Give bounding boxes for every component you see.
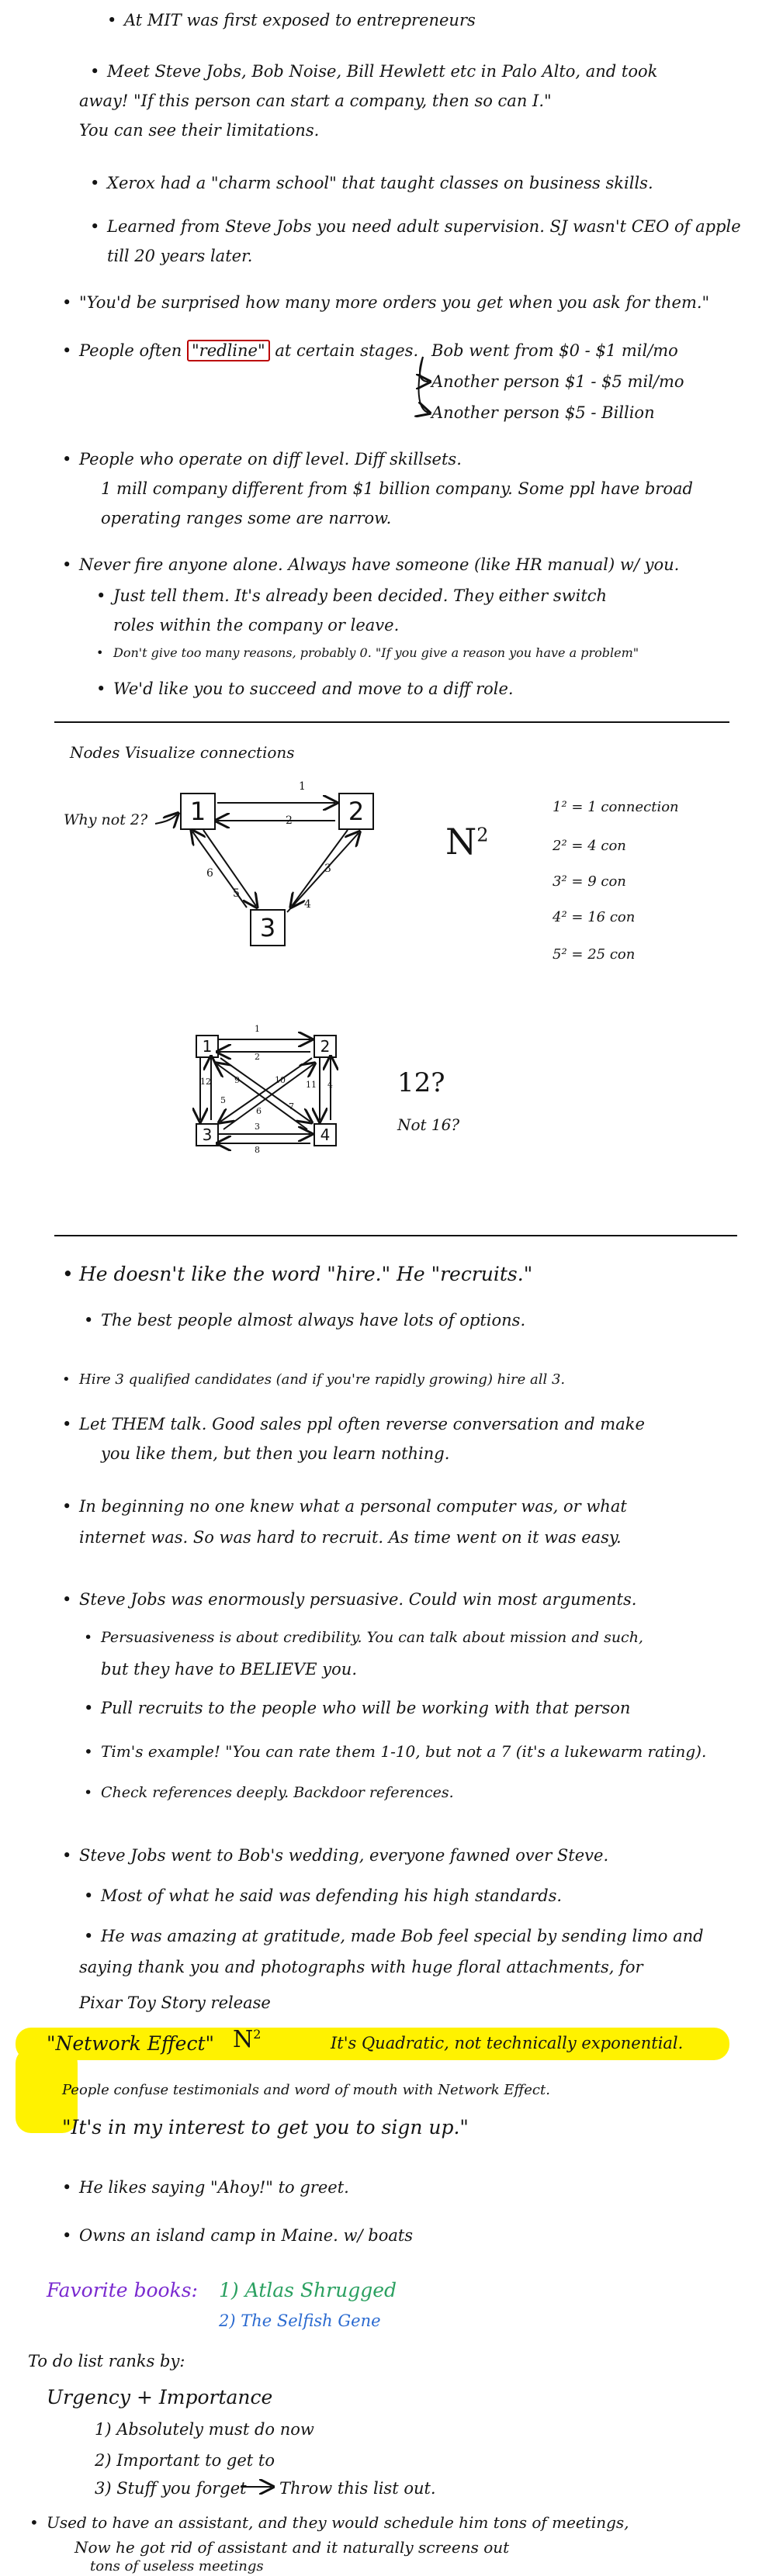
note-gratitude: • He was amazing at gratitude, made Bob feel special by sending limo and bbox=[101, 1927, 704, 1945]
network-effect-n: N bbox=[233, 2026, 254, 2053]
todo-urgency: Urgency + Importance bbox=[47, 2386, 273, 2408]
note-pull-recruits: • Pull recruits to the people who will be working with that person bbox=[101, 1699, 630, 1717]
note-company-scale: 1 mill company different from $1 billion company. Some ppl have broad bbox=[101, 479, 693, 498]
note-another-2: Another person $5 - Billion bbox=[431, 403, 655, 422]
note-toy-story: Pixar Toy Story release bbox=[79, 1993, 271, 2012]
note-beginning: • In beginning no one knew what a personal computer was, or what bbox=[79, 1497, 627, 1516]
n-squared-exp: 2 bbox=[476, 824, 489, 846]
favorite-book-1: 1) Atlas Shrugged bbox=[219, 2279, 397, 2301]
note-just-tell-cont: roles within the company or leave. bbox=[113, 616, 400, 634]
why-not-arrow bbox=[155, 814, 177, 824]
note-supervision: • Learned from Steve Jobs you need adult supervision. SJ wasn't CEO of apple bbox=[107, 217, 741, 236]
note-gratitude-cont: saying thank you and photographs with huge floral attachments, for bbox=[79, 1958, 643, 1976]
eq-3: 3² = 9 con bbox=[553, 873, 626, 890]
note-assistant: • Used to have an assistant, and they would schedule him tons of meetings, bbox=[47, 2513, 629, 2532]
note-best-people: • The best people almost always have lots of options. bbox=[101, 1311, 525, 1329]
note-assistant-cont: Now he got rid of assistant and it naturally screens out bbox=[74, 2538, 510, 2557]
note-island: • Owns an island camp in Maine. w/ boats bbox=[79, 2226, 413, 2245]
note-useless-meetings: tons of useless meetings bbox=[90, 2558, 264, 2574]
node-3: 3 bbox=[250, 909, 286, 946]
eq-1: 1² = 1 connection bbox=[553, 799, 679, 815]
note-just-tell: • Just tell them. It's already been decided. They either switch bbox=[113, 586, 607, 605]
why-not-label: Why not 2? bbox=[64, 811, 148, 828]
small-edge-label-h: 5 bbox=[220, 1095, 226, 1105]
note-another-1: Another person $1 - $5 mil/mo bbox=[431, 372, 684, 391]
todo-item-1: 1) Absolutely must do now bbox=[95, 2420, 314, 2439]
node-2: 2 bbox=[338, 793, 374, 830]
small-edge-label-e: 10 bbox=[275, 1075, 286, 1085]
redline-box: "redline" bbox=[187, 340, 270, 361]
todo-item-3: 3) Stuff you forget bbox=[95, 2479, 247, 2498]
question-not-16: Not 16? bbox=[397, 1115, 460, 1134]
note-tims-example: • Tim's example! "You can rate them 1-10, but not a 7 (it's a lukewarm rating). bbox=[101, 1742, 706, 1761]
note-my-interest: "It's in my interest to get you to sign up." bbox=[62, 2116, 469, 2139]
small-edge-label-j: 7 bbox=[289, 1101, 294, 1112]
note-limitations: You can see their limitations. bbox=[79, 121, 320, 140]
eq-5: 5² = 25 con bbox=[553, 946, 636, 963]
small-node-4: 4 bbox=[314, 1123, 337, 1146]
note-redline-b: at certain stages. bbox=[275, 341, 419, 360]
note-diff-role: • We'd like you to succeed and move to a diff role. bbox=[113, 679, 514, 698]
favorite-book-2: 2) The Selfish Gene bbox=[219, 2311, 381, 2330]
note-beginning-cont: internet was. So was hard to recruit. As time went on it was easy. bbox=[79, 1528, 622, 1547]
small-node-2: 2 bbox=[314, 1035, 337, 1058]
small-edge-label-c: 12 bbox=[200, 1077, 211, 1087]
edge-label-12: 1 bbox=[299, 780, 306, 793]
small-edge-label-a: 1 bbox=[255, 1024, 260, 1034]
small-node-1: 1 bbox=[196, 1035, 219, 1058]
edge-label-13: 6 bbox=[206, 867, 213, 880]
todo-throw-out: Throw this list out. bbox=[279, 2479, 436, 2498]
small-edge-label-g: 4 bbox=[327, 1080, 333, 1090]
note-credibility: • Persuasiveness is about credibility. You can talk about mission and such, bbox=[101, 1629, 643, 1646]
note-testimonials: People confuse testimonials and word of mouth with Network Effect. bbox=[62, 2082, 550, 2098]
note-meet-jobs: • Meet Steve Jobs, Bob Noise, Bill Hewlett etc in Palo Alto, and took bbox=[107, 62, 657, 81]
small-node-3: 3 bbox=[196, 1123, 219, 1146]
note-high-standards: • Most of what he said was defending his high standards. bbox=[101, 1886, 562, 1905]
note-believe: but they have to BELIEVE you. bbox=[101, 1660, 357, 1679]
arrow-2-to-3 bbox=[292, 830, 348, 906]
small-edge-label-f: 11 bbox=[306, 1080, 317, 1090]
todo-title: To do list ranks by: bbox=[28, 2352, 185, 2370]
edge-label-31: 5 bbox=[233, 887, 240, 900]
n-squared-n: N bbox=[445, 821, 477, 863]
note-recruits: • He doesn't like the word "hire." He "recruits." bbox=[79, 1263, 532, 1285]
note-xerox: • Xerox had a "charm school" that taught classes on business skills. bbox=[107, 174, 653, 192]
favorite-books-label: Favorite books: bbox=[47, 2279, 198, 2301]
note-references: • Check references deeply. Backdoor references. bbox=[101, 1784, 454, 1801]
arrow-3-to-1 bbox=[192, 832, 247, 908]
note-meet-jobs-cont: away! "If this person can start a company, then so can I." bbox=[79, 92, 552, 110]
note-reasons: • Don't give too many reasons, probably 0. "If you give a reason you have a problem" bbox=[113, 645, 639, 660]
eq-2: 2² = 4 con bbox=[553, 838, 626, 854]
note-bob-range: Bob went from $0 - $1 mil/mo bbox=[431, 341, 678, 360]
network-effect-label: "Network Effect" bbox=[47, 2032, 215, 2055]
edge-label-32: 4 bbox=[304, 898, 311, 911]
small-edge-label-b: 2 bbox=[255, 1052, 260, 1062]
network-effect-quadratic: It's Quadratic, not technically exponential. bbox=[331, 2034, 684, 2052]
note-never-fire: • Never fire anyone alone. Always have someone (like HR manual) w/ you. bbox=[79, 555, 679, 574]
note-let-them-talk-cont: you like them, but then you learn nothing. bbox=[101, 1444, 450, 1463]
small-edge-label-d: 9 bbox=[234, 1075, 240, 1085]
note-diff-level: • People who operate on diff level. Diff skillsets. bbox=[79, 450, 462, 469]
note-redline-a: People often bbox=[79, 341, 182, 360]
network-effect-n-squared bbox=[233, 2026, 261, 2053]
diagram-title: Nodes Visualize connections bbox=[70, 743, 295, 762]
note-let-them-talk: • Let THEM talk. Good sales ppl often reverse conversation and make bbox=[79, 1415, 645, 1433]
arrow-1-to-3 bbox=[203, 830, 256, 906]
note-supervision-cont: till 20 years later. bbox=[107, 247, 253, 265]
note-operating-ranges: operating ranges some are narrow. bbox=[101, 509, 392, 527]
todo-item-2: 2) Important to get to bbox=[95, 2451, 275, 2470]
small-edge-label-k: 3 bbox=[255, 1122, 260, 1132]
section-divider-2 bbox=[54, 1235, 737, 1236]
arrow-3-to-2 bbox=[287, 833, 359, 912]
small-edge-label-i: 6 bbox=[256, 1106, 262, 1116]
node-1: 1 bbox=[180, 793, 216, 830]
note-ahoy: • He likes saying "Ahoy!" to greet. bbox=[79, 2178, 349, 2197]
network-effect-exp: 2 bbox=[253, 2027, 262, 2042]
note-mit: • At MIT was first exposed to entrepreneurs bbox=[124, 11, 476, 29]
edge-label-23: 3 bbox=[324, 863, 331, 875]
eq-4: 4² = 16 con bbox=[553, 909, 636, 925]
edge-label-21: 2 bbox=[286, 814, 293, 827]
question-12: 12? bbox=[397, 1067, 445, 1098]
note-hire-3: • Hire 3 qualified candidates (and if you're rapidly growing) hire all 3. bbox=[79, 1371, 565, 1388]
note-orders-quote: • "You'd be surprised how many more orders you get when you ask for them." bbox=[79, 293, 709, 312]
small-edge-label-l: 8 bbox=[255, 1145, 260, 1155]
note-wedding: • Steve Jobs went to Bob's wedding, everyone fawned over Steve. bbox=[79, 1846, 608, 1865]
note-persuasive: • Steve Jobs was enormously persuasive. Could win most arguments. bbox=[79, 1590, 636, 1609]
